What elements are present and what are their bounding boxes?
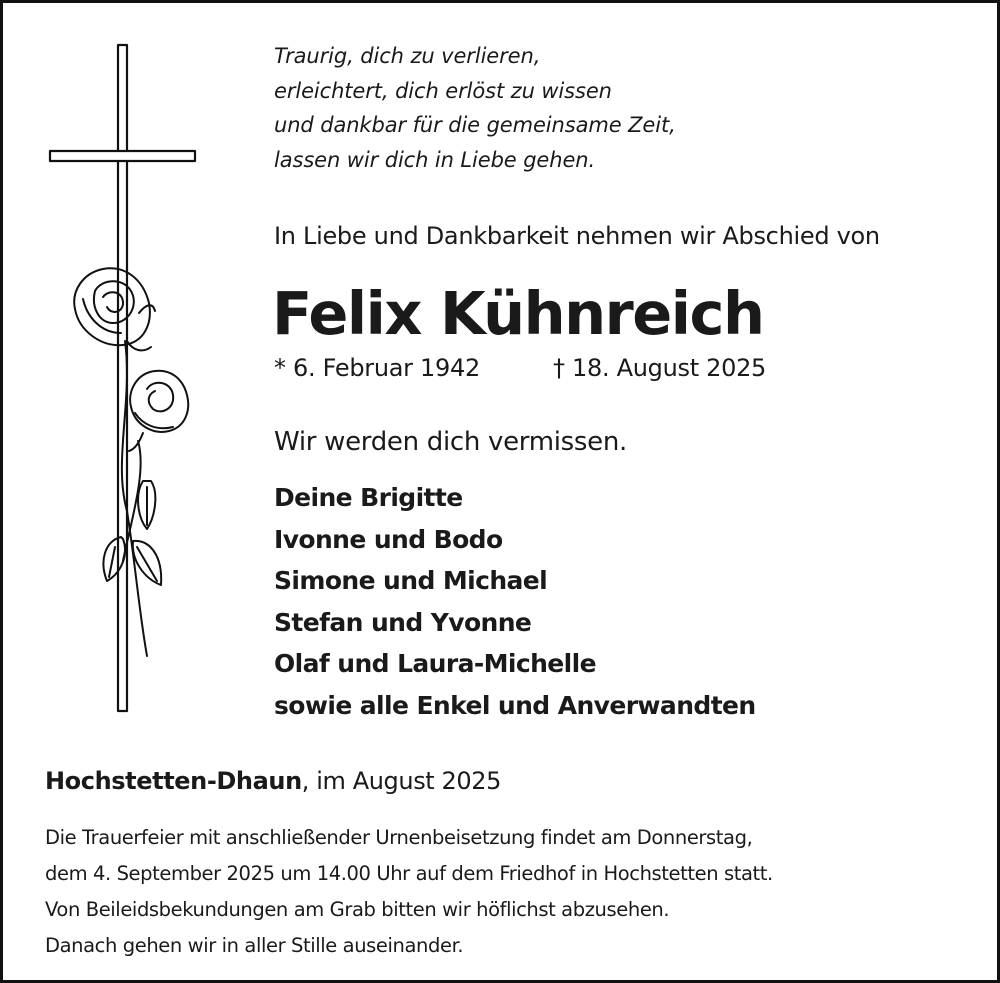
mourner: Simone und Michael <box>274 566 548 596</box>
info-line: Von Beileidsbekundungen am Grab bitten wir höflichst abzusehen. <box>45 898 670 921</box>
mourner: Olaf und Laura-Michelle <box>274 649 596 679</box>
deceased-name: Felix Kühnreich <box>272 279 764 348</box>
mourner: Ivonne und Bodo <box>274 524 503 554</box>
farewell-text: Wir werden dich vermissen. <box>274 427 628 457</box>
mourner: sowie alle Enkel und Anverwandten <box>274 690 756 720</box>
mourners-list <box>274 477 756 727</box>
place-date-line <box>45 767 501 795</box>
info-line: Danach gehen wir in aller Stille auseinander. <box>45 934 464 957</box>
poem-line: und dankbar für die gemeinsame Zeit, <box>274 113 676 137</box>
place-date: , im August 2025 <box>301 767 502 795</box>
mourner: Stefan und Yvonne <box>274 607 532 637</box>
town-name: Hochstetten-Dhaun <box>45 767 302 795</box>
poem-line: erleichtert, dich erlöst zu wissen <box>274 78 612 103</box>
birth-date: * 6. Februar 1942 <box>274 354 480 382</box>
poem-line: Traurig, dich zu verlieren, <box>274 44 541 68</box>
death-date: † 18. August 2025 <box>553 354 767 382</box>
poem <box>274 39 676 177</box>
info-line: dem 4. September 2025 um 14.00 Uhr auf dem Friedhof in Hochstetten statt. <box>45 862 773 885</box>
mourner: Deine Brigitte <box>274 483 463 512</box>
cross-with-roses-icon <box>43 41 203 716</box>
info-line: Die Trauerfeier mit anschließender Urnenbeisetzung findet am Donnerstag, <box>45 826 753 849</box>
ceremony-info <box>45 820 773 964</box>
intro-text: In Liebe und Dankbarkeit nehmen wir Abschied von <box>274 222 880 250</box>
poem-line: lassen wir dich in Liebe gehen. <box>274 147 596 172</box>
